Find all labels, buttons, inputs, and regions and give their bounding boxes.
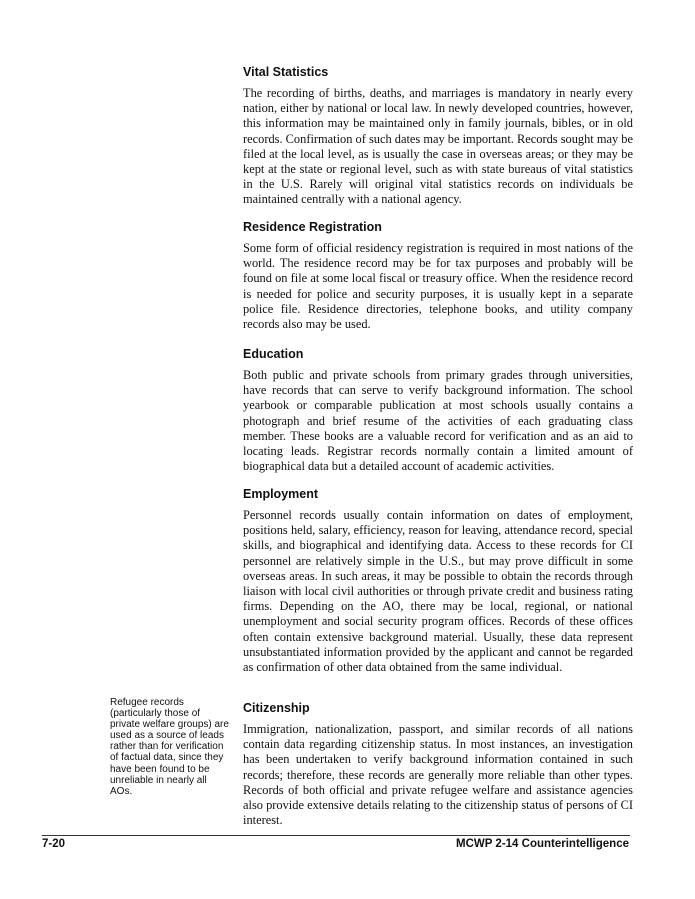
section-vital-statistics (243, 64, 633, 208)
section-body: Both public and private schools from primary grades through universities, have records that can serve to verify background information. The school yearbook or comparable publication at most schools usually contains a photograph and brief resume of the activities of each graduating class member. These books are a valuable record for verification and as an aid to locating leads. Registrar records normally contain a limited amount of biographical data but a detailed account of academic activities. (243, 368, 633, 474)
section-education (243, 346, 633, 474)
section-citizenship (243, 700, 633, 828)
section-residence-registration (243, 219, 633, 332)
section-heading: Citizenship (243, 701, 310, 715)
section-heading: Residence Registration (243, 220, 382, 234)
margin-note: Refugee records (particularly those of private welfare groups) are used as a source of leads rather than for verification of factual data, since they have been found to be unreliable in nearly all AOs. (110, 697, 229, 797)
section-heading: Vital Statistics (243, 65, 329, 79)
running-title: MCWP 2-14 Counterintelligence (456, 838, 629, 850)
section-employment (243, 486, 633, 675)
section-body: The recording of births, deaths, and marriages is mandatory in nearly every nation, either by national or local law. In newly developed countries, however, this information may be maintained only in family journals, bibles, or in old records. Confirmation of such dates may be important. Records sought may be filed at the local level, as is usually the case in overseas areas; or they may be kept at the state or regional level, such as with state bureaus of vital statistics in the U.S. Rarely will original vital statistics records on individuals be maintained centrally with a national agency. (243, 86, 633, 207)
page-number: 7-20 (42, 838, 66, 850)
section-body: Some form of official residency registration is required in most nations of the world. The residence record may be for tax purposes and probably will be found on file at some local fiscal or treasury office. When the residence record is needed for police and security purposes, it is usually kept in a separate police file. Residence directories, telephone books, and utility company records also may be used. (243, 241, 633, 332)
footer-divider (42, 835, 630, 836)
section-heading: Employment (243, 487, 319, 501)
section-body: Immigration, nationalization, passport, and similar records of all nations contain data regarding citizenship status. In most instances, an investigation has been undertaken to verify background information contained in such records; therefore, these records are generally more reliable than other types. Records of both official and private refugee welfare and assistance agencies also provide extensive details relating to the citizenship status of persons of CI interest. (243, 722, 633, 828)
section-body: Personnel records usually contain information on dates of employment, positions held, salary, efficiency, reason for leaving, attendance record, special skills, and biographical and identifying data. Access to these records for CI personnel are relatively simple in the U.S., but may prove difficult in some overseas areas. In such areas, it may be possible to obtain the records through liaison with local civil authorities or through private credit and business rating firms. Depending on the AO, there may be local, regional, or national unemployment and social security program offices. Records of these offices often contain extensive background material. Usually, these data represent unsubstantiated information provided by the applicant and cannot be regarded as confirmation of other data obtained from the same individual. (243, 508, 633, 675)
section-heading: Education (243, 347, 304, 361)
